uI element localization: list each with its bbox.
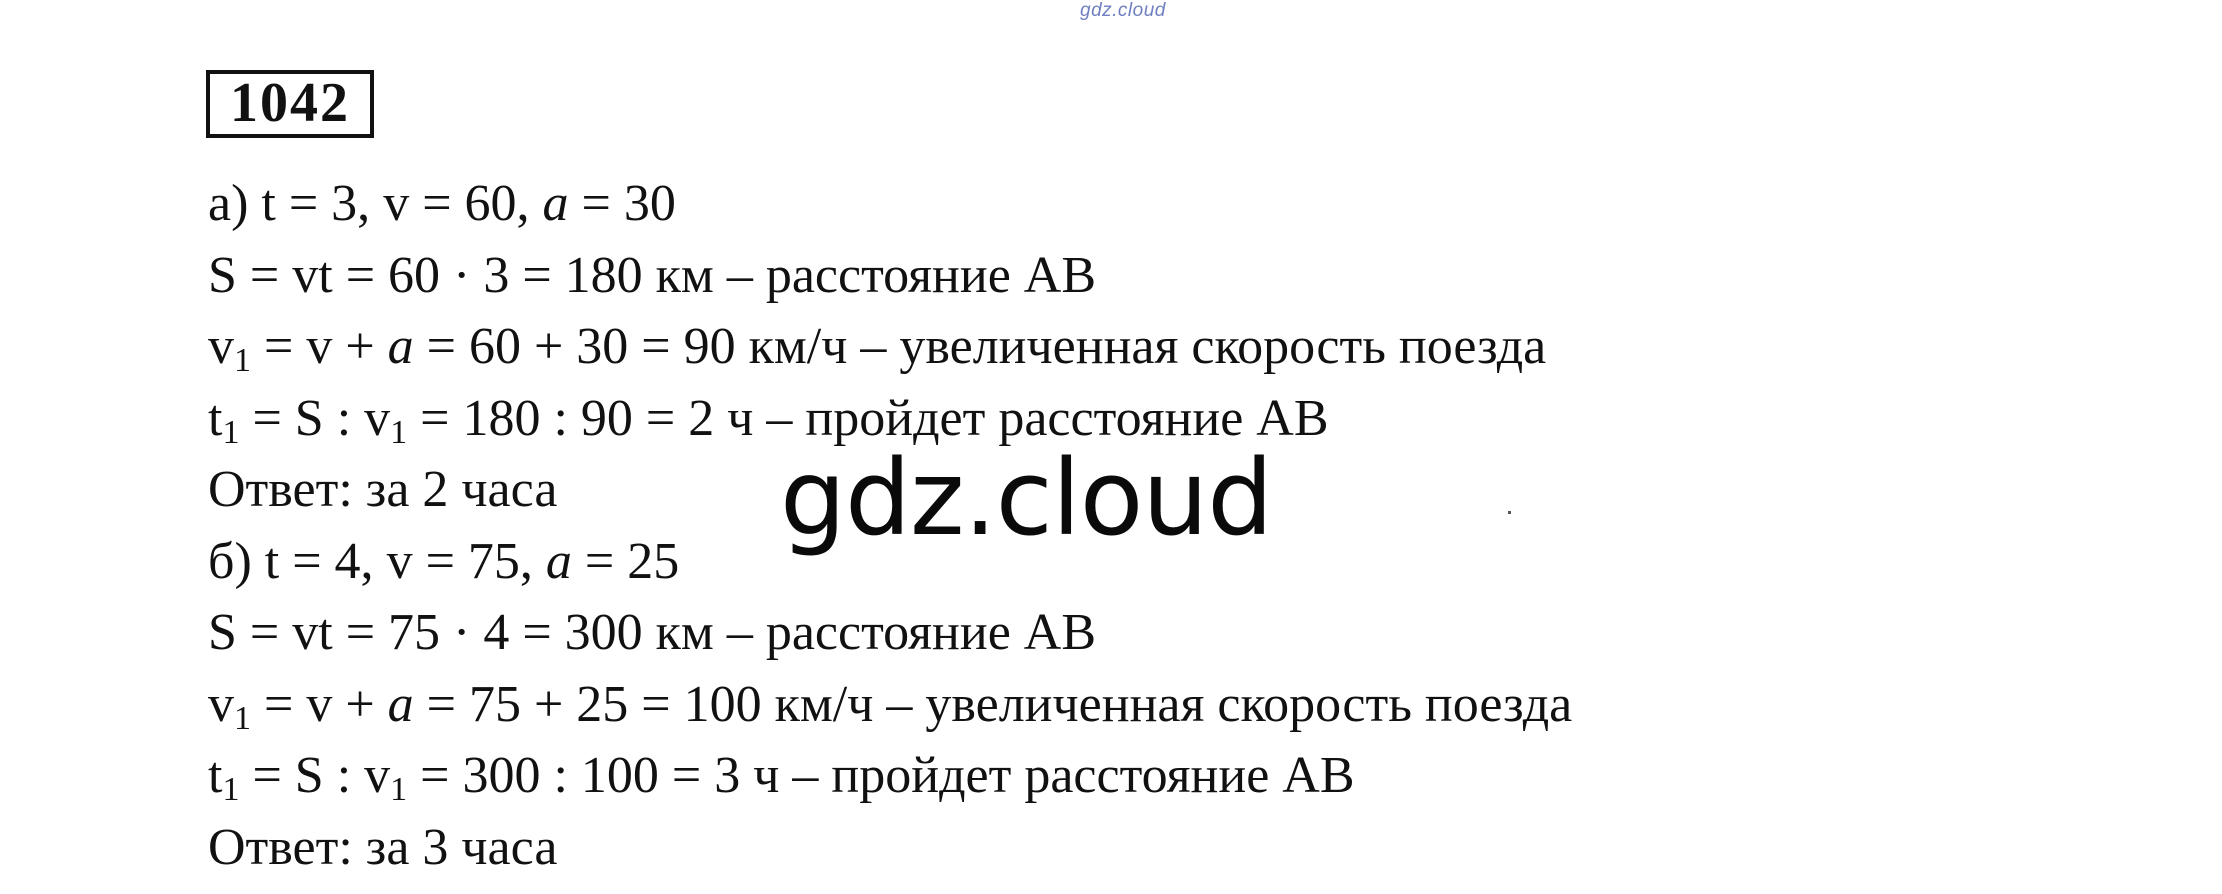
- part-b-t1-tail: = 300 : 100 = 3 ч – пройдет расстояние АВ: [407, 747, 1355, 804]
- part-a-t1-lead: t: [208, 389, 223, 447]
- site-mark: gdz.cloud: [1080, 0, 1166, 21]
- watermark: gdz.cloud: [780, 437, 1273, 559]
- task-number-box: 1042: [206, 70, 374, 138]
- part-a-t: t = 3,: [261, 175, 371, 232]
- part-b-distance: S = vt = 75 · 4 = 300 км – расстояние АВ: [208, 604, 1097, 661]
- part-a-speed: [208, 315, 1572, 387]
- part-b-t1-sub: 1: [222, 771, 240, 808]
- part-b-a-val: = 25: [584, 532, 680, 590]
- part-a-v1-mid: = v +: [251, 318, 388, 375]
- scan-speck: [1508, 511, 1511, 514]
- part-b-answer: Ответ: за 3 часа: [208, 818, 558, 876]
- part-a-v1-tail: = 60 + 30 = 90 км/ч – увеличенная скорость поезда: [413, 318, 1547, 375]
- part-b-prefix: б): [208, 532, 252, 590]
- part-a-a-var: a: [542, 175, 569, 232]
- part-a-v1-sub: 1: [234, 342, 251, 379]
- part-b-v1-lead: v: [208, 675, 234, 733]
- part-a-t1-tail: = 180 : 90 = 2 ч – пройдет расстояние АВ: [407, 389, 1329, 447]
- part-b-t: t = 4,: [264, 532, 374, 590]
- part-a-v: v = 60,: [383, 175, 530, 232]
- part-a-a-val: = 30: [581, 175, 676, 232]
- part-a-v1-lead: v: [208, 318, 234, 375]
- part-b-v1-a: a: [387, 675, 414, 733]
- part-a-t1-mid: = S : v: [239, 389, 391, 447]
- part-a-distance: S = vt = 60 · 3 = 180 км – расстояние АВ: [208, 246, 1097, 304]
- part-a-v1-a: a: [387, 318, 414, 375]
- part-b-t1-sub2: 1: [390, 771, 408, 808]
- part-b-speed: [208, 673, 1572, 745]
- part-b-a-var: a: [545, 532, 572, 590]
- part-a-t1-sub: 1: [222, 413, 240, 451]
- part-b-t1-lead: t: [208, 747, 223, 804]
- part-b-v1-sub: 1: [234, 699, 251, 737]
- part-a-prefix: а): [208, 175, 249, 232]
- part-b-v1-tail: = 75 + 25 = 100 км/ч – увеличенная скорость поезда: [413, 675, 1573, 733]
- part-a-answer: Ответ: за 2 часа: [208, 461, 558, 518]
- part-a-given: [208, 172, 1572, 244]
- part-a-t1-sub2: 1: [390, 413, 408, 451]
- part-b-t1-mid: = S : v: [239, 747, 391, 804]
- part-b-time: [208, 744, 1572, 816]
- part-b-v: v = 75,: [386, 532, 533, 590]
- part-b-v1-mid: = v +: [251, 675, 388, 733]
